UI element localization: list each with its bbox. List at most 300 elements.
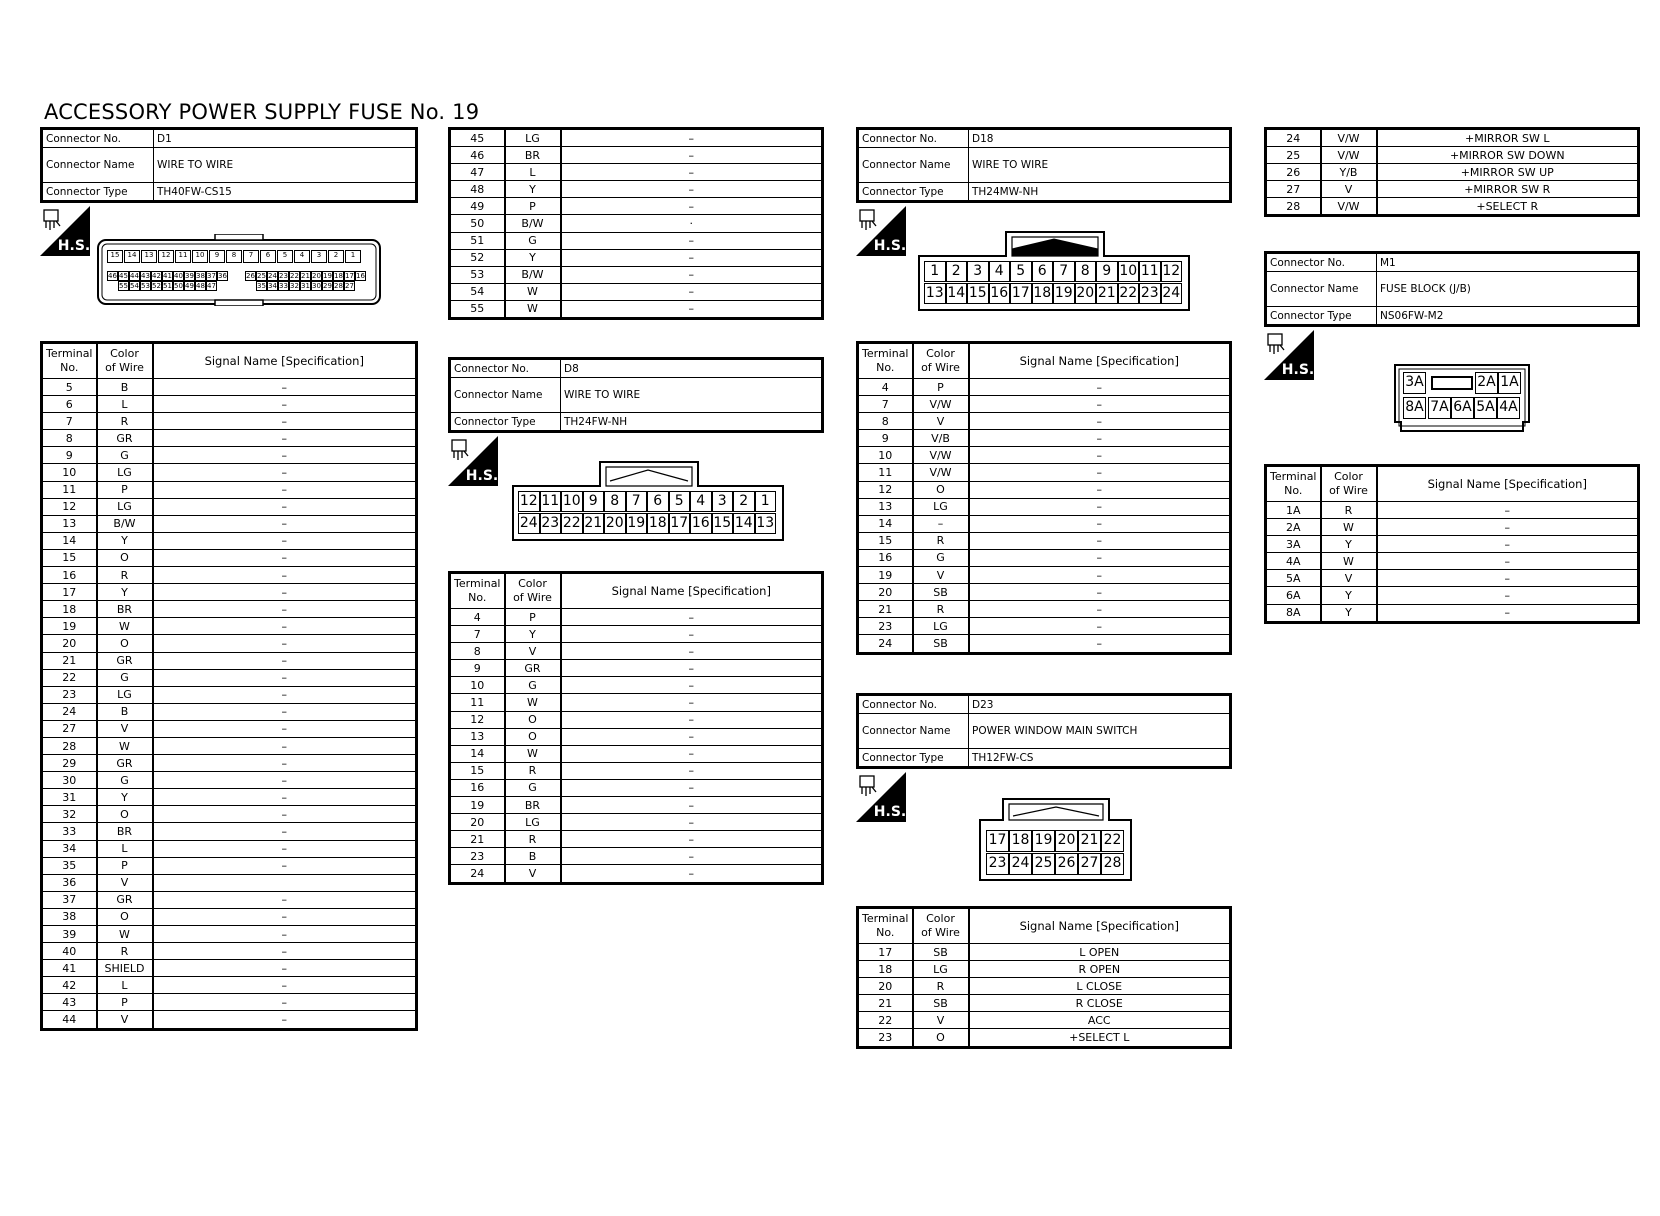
pin-45: 45 <box>119 272 128 280</box>
table-row <box>450 660 823 677</box>
table-row <box>450 249 823 266</box>
terminal-no-cell: 6A <box>1266 587 1321 604</box>
signal-name-cell: – <box>153 549 417 566</box>
table-row <box>42 720 417 737</box>
terminal-no-cell: 23 <box>450 848 505 865</box>
pin-33: 33 <box>279 282 288 290</box>
signal-name-cell: +MIRROR SW UP <box>1377 164 1639 181</box>
connector-no-label: Connector No. <box>858 129 969 148</box>
wire-color-cell: Y/B <box>1321 164 1377 181</box>
terminal-no-cell: 50 <box>450 215 505 232</box>
table-row <box>42 669 417 686</box>
table-row <box>42 447 417 464</box>
terminal-no-cell: 22 <box>858 1012 913 1029</box>
pin-32: 32 <box>290 282 299 290</box>
connector-name-label: Connector Name <box>42 148 154 183</box>
table-row <box>858 1012 1231 1029</box>
connector-name-value: WIRE TO WIRE <box>969 148 1231 183</box>
terminal-rows <box>1266 502 1639 623</box>
table-row <box>42 891 417 908</box>
terminal-no-cell: 48 <box>450 181 505 198</box>
signal-name-cell: – <box>153 857 417 874</box>
table-row <box>42 601 417 618</box>
pin-22: 22 <box>561 513 583 534</box>
signal-name-cell: – <box>153 396 417 413</box>
wire-color-cell: O <box>913 1029 969 1047</box>
signal-name-cell: – <box>153 686 417 703</box>
terminal-no-cell: 2A <box>1266 519 1321 536</box>
signal-name-cell: – <box>561 814 823 831</box>
wire-color-cell: P <box>97 857 153 874</box>
harness-side-icon <box>448 436 498 486</box>
table-row <box>858 532 1231 549</box>
wire-color-cell: V/W <box>1321 198 1377 216</box>
pin-7: 7 <box>626 491 648 512</box>
table-row <box>42 635 417 652</box>
header-text: Color <box>926 347 955 360</box>
wire-color-cell: R <box>97 943 153 960</box>
pin-13: 13 <box>755 513 777 534</box>
pin-26: 26 <box>246 272 255 280</box>
signal-name-cell: – <box>153 926 417 943</box>
harness-side-icon <box>856 206 906 256</box>
table-row <box>42 874 417 891</box>
signal-name-cell: – <box>969 464 1231 481</box>
color-of-wire-header <box>1321 466 1377 502</box>
signal-name-cell: – <box>561 266 823 283</box>
terminal-no-cell: 16 <box>858 549 913 566</box>
wire-color-cell: P <box>913 379 969 396</box>
signal-name-cell: L OPEN <box>969 944 1231 961</box>
wire-color-cell: V <box>1321 181 1377 198</box>
pin-9: 9 <box>583 491 605 512</box>
terminal-no-header <box>858 343 913 379</box>
terminal-no-cell: 3A <box>1266 536 1321 553</box>
wire-color-cell: LG <box>97 686 153 703</box>
connector-no-value: M1 <box>1377 253 1639 272</box>
pin-19: 19 <box>1032 830 1055 852</box>
signal-name-cell: – <box>153 840 417 857</box>
connector-name-value: POWER WINDOW MAIN SWITCH <box>969 714 1231 749</box>
wire-color-cell: G <box>505 232 561 249</box>
pin-7A: 7A <box>1428 397 1451 419</box>
signal-name-cell: – <box>153 806 417 823</box>
signal-name-cell: – <box>1377 587 1639 604</box>
wire-color-cell: LG <box>505 129 561 147</box>
terminal-no-cell: 17 <box>858 944 913 961</box>
table-row <box>858 944 1231 961</box>
wire-color-cell: B/W <box>97 515 153 532</box>
wire-color-cell: BR <box>505 147 561 164</box>
table-row <box>450 797 823 814</box>
table-row <box>42 686 417 703</box>
pin-22: 22 <box>1118 283 1140 304</box>
wire-color-cell: R <box>913 601 969 618</box>
wire-color-cell: GR <box>97 652 153 669</box>
wire-color-cell: V <box>913 1012 969 1029</box>
signal-name-cell: – <box>561 848 823 865</box>
signal-name-cell: – <box>153 755 417 772</box>
signal-name-cell: – <box>153 823 417 840</box>
hs-badge <box>40 206 90 260</box>
table-row <box>450 711 823 728</box>
signal-name-cell: – <box>1377 502 1639 519</box>
pin-35: 35 <box>257 282 266 290</box>
pin-2: 2 <box>733 491 755 512</box>
pin-48: 48 <box>196 282 205 290</box>
connector-no-value: D23 <box>969 695 1231 714</box>
signal-name-cell: – <box>1377 553 1639 570</box>
pin-29: 29 <box>323 282 332 290</box>
terminal-no-cell: 12 <box>450 711 505 728</box>
table-row <box>450 300 823 318</box>
table-row <box>42 737 417 754</box>
signal-name-cell: – <box>153 498 417 515</box>
table-row <box>450 848 823 865</box>
pin-34: 34 <box>268 282 277 290</box>
connector-name-value: FUSE BLOCK (J/B) <box>1377 272 1639 307</box>
terminal-no-cell: 18 <box>42 601 97 618</box>
table-row <box>858 498 1231 515</box>
hs-label: H.S. <box>873 804 906 820</box>
pin-44: 44 <box>130 272 139 280</box>
table-row <box>450 164 823 181</box>
wire-color-cell: B <box>97 379 153 396</box>
wire-color-cell: LG <box>97 464 153 481</box>
wire-color-cell: P <box>97 994 153 1011</box>
signal-name-cell: +MIRROR SW R <box>1377 181 1639 198</box>
pin-20: 20 <box>312 272 321 280</box>
pin-18: 18 <box>1032 283 1054 304</box>
pin-51: 51 <box>163 282 172 290</box>
table-row <box>1266 570 1639 587</box>
pin-1A: 1A <box>1498 372 1521 394</box>
pin-4: 4 <box>690 491 712 512</box>
connector-name-value: WIRE TO WIRE <box>154 148 417 183</box>
wire-color-cell: LG <box>913 961 969 978</box>
wire-color-cell: V <box>913 413 969 430</box>
header-text: No. <box>876 361 895 374</box>
pin-10: 10 <box>561 491 583 512</box>
connector-no-label: Connector No. <box>858 695 969 714</box>
wire-color-cell: B/W <box>505 266 561 283</box>
terminal-no-cell: 38 <box>42 908 97 925</box>
table-row <box>858 567 1231 584</box>
wire-color-cell: GR <box>505 660 561 677</box>
header-text: No. <box>60 361 79 374</box>
terminal-no-cell: 19 <box>450 797 505 814</box>
pin-18: 18 <box>1009 830 1032 852</box>
terminal-no-cell: 31 <box>42 789 97 806</box>
terminal-no-header <box>858 908 913 944</box>
signal-name-cell: – <box>153 601 417 618</box>
table-row <box>42 943 417 960</box>
terminal-no-cell: 54 <box>450 283 505 300</box>
terminal-no-cell: 21 <box>858 601 913 618</box>
signal-name-cell: – <box>153 977 417 994</box>
terminal-rows <box>42 379 417 1030</box>
terminal-no-cell: 49 <box>450 198 505 215</box>
terminal-no-cell: 8 <box>858 413 913 430</box>
terminal-no-cell: 6 <box>42 396 97 413</box>
signal-name-cell: – <box>153 772 417 789</box>
signal-name-cell: – <box>153 908 417 925</box>
signal-name-cell: – <box>969 396 1231 413</box>
signal-name-header: Signal Name [Specification] <box>153 343 417 379</box>
wire-color-cell: O <box>505 711 561 728</box>
pin-23: 23 <box>540 513 562 534</box>
signal-name-cell: R OPEN <box>969 961 1231 978</box>
signal-name-header: Signal Name [Specification] <box>561 573 823 609</box>
terminal-no-cell: 9 <box>42 447 97 464</box>
table-row <box>450 198 823 215</box>
wire-color-cell: GR <box>97 430 153 447</box>
wire-color-cell: SHIELD <box>97 960 153 977</box>
pin-23: 23 <box>1139 283 1161 304</box>
signal-name-cell: +MIRROR SW DOWN <box>1377 147 1639 164</box>
wire-color-cell: SB <box>913 584 969 601</box>
pin-2: 2 <box>946 261 968 282</box>
pin-12: 12 <box>1161 261 1183 282</box>
table-row <box>42 464 417 481</box>
pin-25: 25 <box>257 272 266 280</box>
signal-name-cell: – <box>153 481 417 498</box>
pin-39: 39 <box>185 272 194 280</box>
terminal-no-cell: 28 <box>1266 198 1321 216</box>
connector-pins-d8 <box>512 461 784 541</box>
wire-color-cell: BR <box>505 797 561 814</box>
table-row <box>858 396 1231 413</box>
pin-20: 20 <box>604 513 626 534</box>
terminal-no-cell: 29 <box>42 755 97 772</box>
terminal-no-cell: 20 <box>858 584 913 601</box>
table-row <box>42 977 417 994</box>
table-row <box>858 515 1231 532</box>
signal-name-cell: – <box>561 609 823 626</box>
pin-6: 6 <box>1032 261 1054 282</box>
connector-no-value: D8 <box>561 359 823 378</box>
signal-name-cell: – <box>153 789 417 806</box>
pin-12: 12 <box>518 491 540 512</box>
table-row <box>42 515 417 532</box>
pin-30: 30 <box>312 282 321 290</box>
signal-name-header: Signal Name [Specification] <box>969 343 1231 379</box>
pin-21: 21 <box>301 272 310 280</box>
signal-name-cell: ACC <box>969 1012 1231 1029</box>
pin-4A: 4A <box>1497 397 1520 419</box>
terminal-no-cell: 14 <box>42 532 97 549</box>
wire-color-cell: Y <box>505 626 561 643</box>
terminal-no-cell: 11 <box>450 694 505 711</box>
signal-name-cell: – <box>561 660 823 677</box>
pin-2: 2 <box>328 250 344 263</box>
wire-color-cell: V/B <box>913 430 969 447</box>
terminal-no-cell: 23 <box>42 686 97 703</box>
table-row <box>42 703 417 720</box>
wire-color-cell: R <box>97 413 153 430</box>
connector-info-d23 <box>856 693 1232 769</box>
pin-2A: 2A <box>1475 372 1498 394</box>
terminal-no-cell: 9 <box>858 430 913 447</box>
pin-17: 17 <box>986 830 1009 852</box>
table-row <box>450 728 823 745</box>
table-row <box>42 498 417 515</box>
table-row <box>1266 147 1639 164</box>
header-text: Color <box>926 912 955 925</box>
wire-color-cell: W <box>505 283 561 300</box>
wire-color-cell: G <box>505 779 561 796</box>
wire-color-cell: R <box>913 532 969 549</box>
connector-pins-d18 <box>918 231 1190 311</box>
signal-name-cell: – <box>969 584 1231 601</box>
wire-color-cell: R <box>97 567 153 584</box>
terminal-no-header <box>42 343 97 379</box>
table-row <box>42 823 417 840</box>
connector-name-value: WIRE TO WIRE <box>561 378 823 413</box>
terminal-table-m1 <box>1264 464 1640 624</box>
table-row <box>858 961 1231 978</box>
pin-52: 52 <box>152 282 161 290</box>
pin-50: 50 <box>174 282 183 290</box>
pin-19: 19 <box>1053 283 1075 304</box>
table-row <box>1266 198 1639 216</box>
wire-color-cell: R <box>913 978 969 995</box>
terminal-table-d1-continued <box>448 127 824 320</box>
terminal-no-cell: 5 <box>42 379 97 396</box>
terminal-no-cell: 1A <box>1266 502 1321 519</box>
pin-10: 10 <box>1118 261 1140 282</box>
pin-24: 24 <box>1009 853 1032 875</box>
table-row <box>450 147 823 164</box>
signal-name-cell: – <box>561 643 823 660</box>
header-text: Terminal <box>1270 470 1317 483</box>
terminal-no-cell: 21 <box>42 652 97 669</box>
signal-name-cell: – <box>561 797 823 814</box>
signal-name-cell: – <box>153 652 417 669</box>
table-row <box>450 677 823 694</box>
signal-name-cell: – <box>153 720 417 737</box>
signal-name-cell: – <box>153 960 417 977</box>
wire-color-cell: LG <box>97 498 153 515</box>
header-text: of Wire <box>921 361 960 374</box>
signal-name-cell: – <box>561 300 823 318</box>
wire-color-cell: V/W <box>913 464 969 481</box>
connector-type-label: Connector Type <box>858 749 969 768</box>
terminal-no-cell: 20 <box>858 978 913 995</box>
signal-name-cell: – <box>153 1011 417 1029</box>
terminal-no-cell: 7 <box>858 396 913 413</box>
table-row <box>450 215 823 232</box>
wire-color-cell: V <box>913 567 969 584</box>
signal-name-cell: – <box>153 737 417 754</box>
signal-name-cell: – <box>969 635 1231 653</box>
pin-19: 19 <box>323 272 332 280</box>
signal-name-cell: – <box>1377 604 1639 622</box>
terminal-no-cell: 20 <box>450 814 505 831</box>
pin-43: 43 <box>141 272 150 280</box>
terminal-no-cell: 45 <box>450 129 505 147</box>
connector-pins-d1 <box>97 234 381 306</box>
wire-color-cell: G <box>97 669 153 686</box>
pin-31: 31 <box>301 282 310 290</box>
table-row <box>42 652 417 669</box>
pin-21: 21 <box>583 513 605 534</box>
pin-36: 36 <box>218 272 227 280</box>
terminal-table-d1 <box>40 341 418 1031</box>
terminal-no-cell: 23 <box>858 618 913 635</box>
terminal-table-d23-continued <box>1264 127 1640 217</box>
table-row <box>450 283 823 300</box>
terminal-no-cell: 37 <box>42 891 97 908</box>
table-row <box>42 755 417 772</box>
table-row <box>450 831 823 848</box>
signal-name-cell: – <box>153 430 417 447</box>
wire-color-cell: G <box>97 447 153 464</box>
signal-name-cell: – <box>153 464 417 481</box>
pin-28: 28 <box>1101 853 1124 875</box>
signal-name-cell: – <box>153 994 417 1011</box>
wire-color-cell: P <box>505 198 561 215</box>
connector-no-label: Connector No. <box>1266 253 1377 272</box>
terminal-no-cell: 33 <box>42 823 97 840</box>
table-row <box>858 464 1231 481</box>
wire-color-cell: V <box>97 720 153 737</box>
terminal-rows <box>858 944 1231 1048</box>
signal-name-cell: – <box>153 584 417 601</box>
table-row <box>450 745 823 762</box>
wire-color-cell: O <box>97 635 153 652</box>
table-row <box>1266 129 1639 147</box>
table-row <box>42 532 417 549</box>
terminal-no-cell: 4A <box>1266 553 1321 570</box>
hs-badge <box>448 436 498 490</box>
table-row <box>450 181 823 198</box>
terminal-no-cell: 21 <box>858 995 913 1012</box>
wire-color-cell: L <box>97 396 153 413</box>
pin-24: 24 <box>1161 283 1183 304</box>
signal-name-cell: – <box>561 164 823 181</box>
wire-color-cell: BR <box>97 823 153 840</box>
terminal-no-cell: 14 <box>450 745 505 762</box>
signal-name-cell: R CLOSE <box>969 995 1231 1012</box>
pin-11: 11 <box>175 250 191 263</box>
connector-name-label: Connector Name <box>450 378 561 413</box>
hs-label: H.S. <box>57 238 90 254</box>
signal-name-cell: – <box>561 694 823 711</box>
header-text: of Wire <box>513 591 552 604</box>
pin-1: 1 <box>924 261 946 282</box>
header-text: Terminal <box>46 347 93 360</box>
pin-7: 7 <box>1053 261 1075 282</box>
terminal-no-cell: 17 <box>42 584 97 601</box>
signal-name-cell: – <box>969 379 1231 396</box>
table-row <box>42 806 417 823</box>
table-row <box>42 481 417 498</box>
connector-name-label: Connector Name <box>858 714 969 749</box>
pin-20: 20 <box>1075 283 1097 304</box>
table-row <box>42 857 417 874</box>
signal-name-cell: – <box>969 549 1231 566</box>
signal-name-cell: – <box>153 943 417 960</box>
pin-41: 41 <box>163 272 172 280</box>
table-row <box>42 994 417 1011</box>
table-row <box>1266 502 1639 519</box>
signal-name-header: Signal Name [Specification] <box>1377 466 1639 502</box>
table-row <box>450 129 823 147</box>
table-row <box>42 413 417 430</box>
pin-13: 13 <box>141 250 157 263</box>
pin-9: 9 <box>209 250 225 263</box>
